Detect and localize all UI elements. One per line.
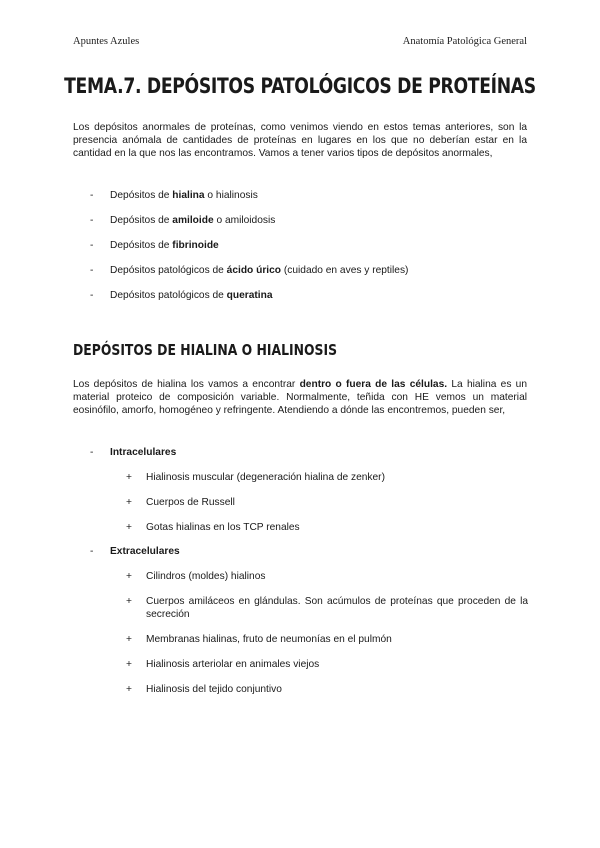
item-bold: fibrinoide <box>172 240 219 251</box>
plus-bullet: + <box>126 659 132 670</box>
item-text: Depósitos patológicos de <box>110 265 227 276</box>
item-text: Depósitos patológicos de <box>110 290 227 301</box>
dash-bullet: - <box>90 190 94 201</box>
dash-bullet: - <box>90 447 94 458</box>
dash-bullet: - <box>90 546 94 557</box>
item-text: o amiloidosis <box>213 215 276 226</box>
hialina-paragraph <box>73 378 527 418</box>
paragraph-text: La hialina es un material proteico de composición variable. Normalmente, teñida con HE vemos un material eosinófilo, amorfo, homogéneo y refringente. Atendiendo a dónde las encontremos, pueden ser, <box>73 379 527 417</box>
header-right: Anatomía Patológica General <box>402 36 527 47</box>
item-text: Hialinosis muscular (degeneración hialina de zenker) <box>146 472 385 483</box>
plus-bullet: + <box>126 522 132 533</box>
item-text: (cuidado en aves y reptiles) <box>281 265 409 276</box>
item-text: Cilindros (moldes) hialinos <box>146 571 266 582</box>
item-text: Cuerpos amiláceos en glándulas. Son acúmulos de proteínas que proceden de la secreción <box>146 596 528 621</box>
item-text: Depósitos de <box>110 240 173 251</box>
dash-bullet: - <box>90 215 94 226</box>
page-header <box>73 36 527 47</box>
category-label: Extracelulares <box>110 546 180 557</box>
intro-paragraph: Los depósitos anormales de proteínas, como venimos viendo en estos temas anteriores, son la presencia anómala de cantidades de proteínas en lugares en los que no deberían estar en la cantidad en la que nos las encontramos. Vamos a tener varios tipos de depósitos anormales, <box>73 122 527 160</box>
category-label: Intracelulares <box>110 447 177 458</box>
item-text: Hialinosis del tejido conjuntivo <box>146 684 282 695</box>
item-bold: hialina <box>172 190 205 201</box>
dash-bullet: - <box>90 290 94 301</box>
plus-bullet: + <box>126 571 132 582</box>
plus-bullet: + <box>126 596 132 607</box>
item-bold: queratina <box>226 290 273 301</box>
plus-bullet: + <box>126 497 132 508</box>
page-title: TEMA.7. DEPÓSITOS PATOLÓGICOS DE PROTEÍNAS <box>64 74 536 98</box>
item-bold: ácido úrico <box>226 265 282 276</box>
item-text: Cuerpos de Russell <box>146 497 235 508</box>
item-text: Hialinosis arteriolar en animales viejos <box>146 659 320 670</box>
item-text: Gotas hialinas en los TCP renales <box>146 522 300 533</box>
section-heading: DEPÓSITOS DE HIALINA O HIALINOSIS <box>73 341 338 359</box>
dash-bullet: - <box>90 265 94 276</box>
header-left: Apuntes Azules <box>73 36 140 47</box>
plus-bullet: + <box>126 472 132 483</box>
item-bold: amiloide <box>172 215 214 226</box>
dash-bullet: - <box>90 240 94 251</box>
item-text: Depósitos de <box>110 190 173 201</box>
plus-bullet: + <box>126 634 132 645</box>
plus-bullet: + <box>126 684 132 695</box>
item-text: o hialinosis <box>204 190 258 201</box>
paragraph-text: Los depósitos de hialina los vamos a encontrar <box>73 379 300 390</box>
item-text: Depósitos de <box>110 215 173 226</box>
item-text: Membranas hialinas, fruto de neumonías en el pulmón <box>146 634 392 645</box>
paragraph-bold: dentro o fuera de las células. <box>299 379 448 390</box>
